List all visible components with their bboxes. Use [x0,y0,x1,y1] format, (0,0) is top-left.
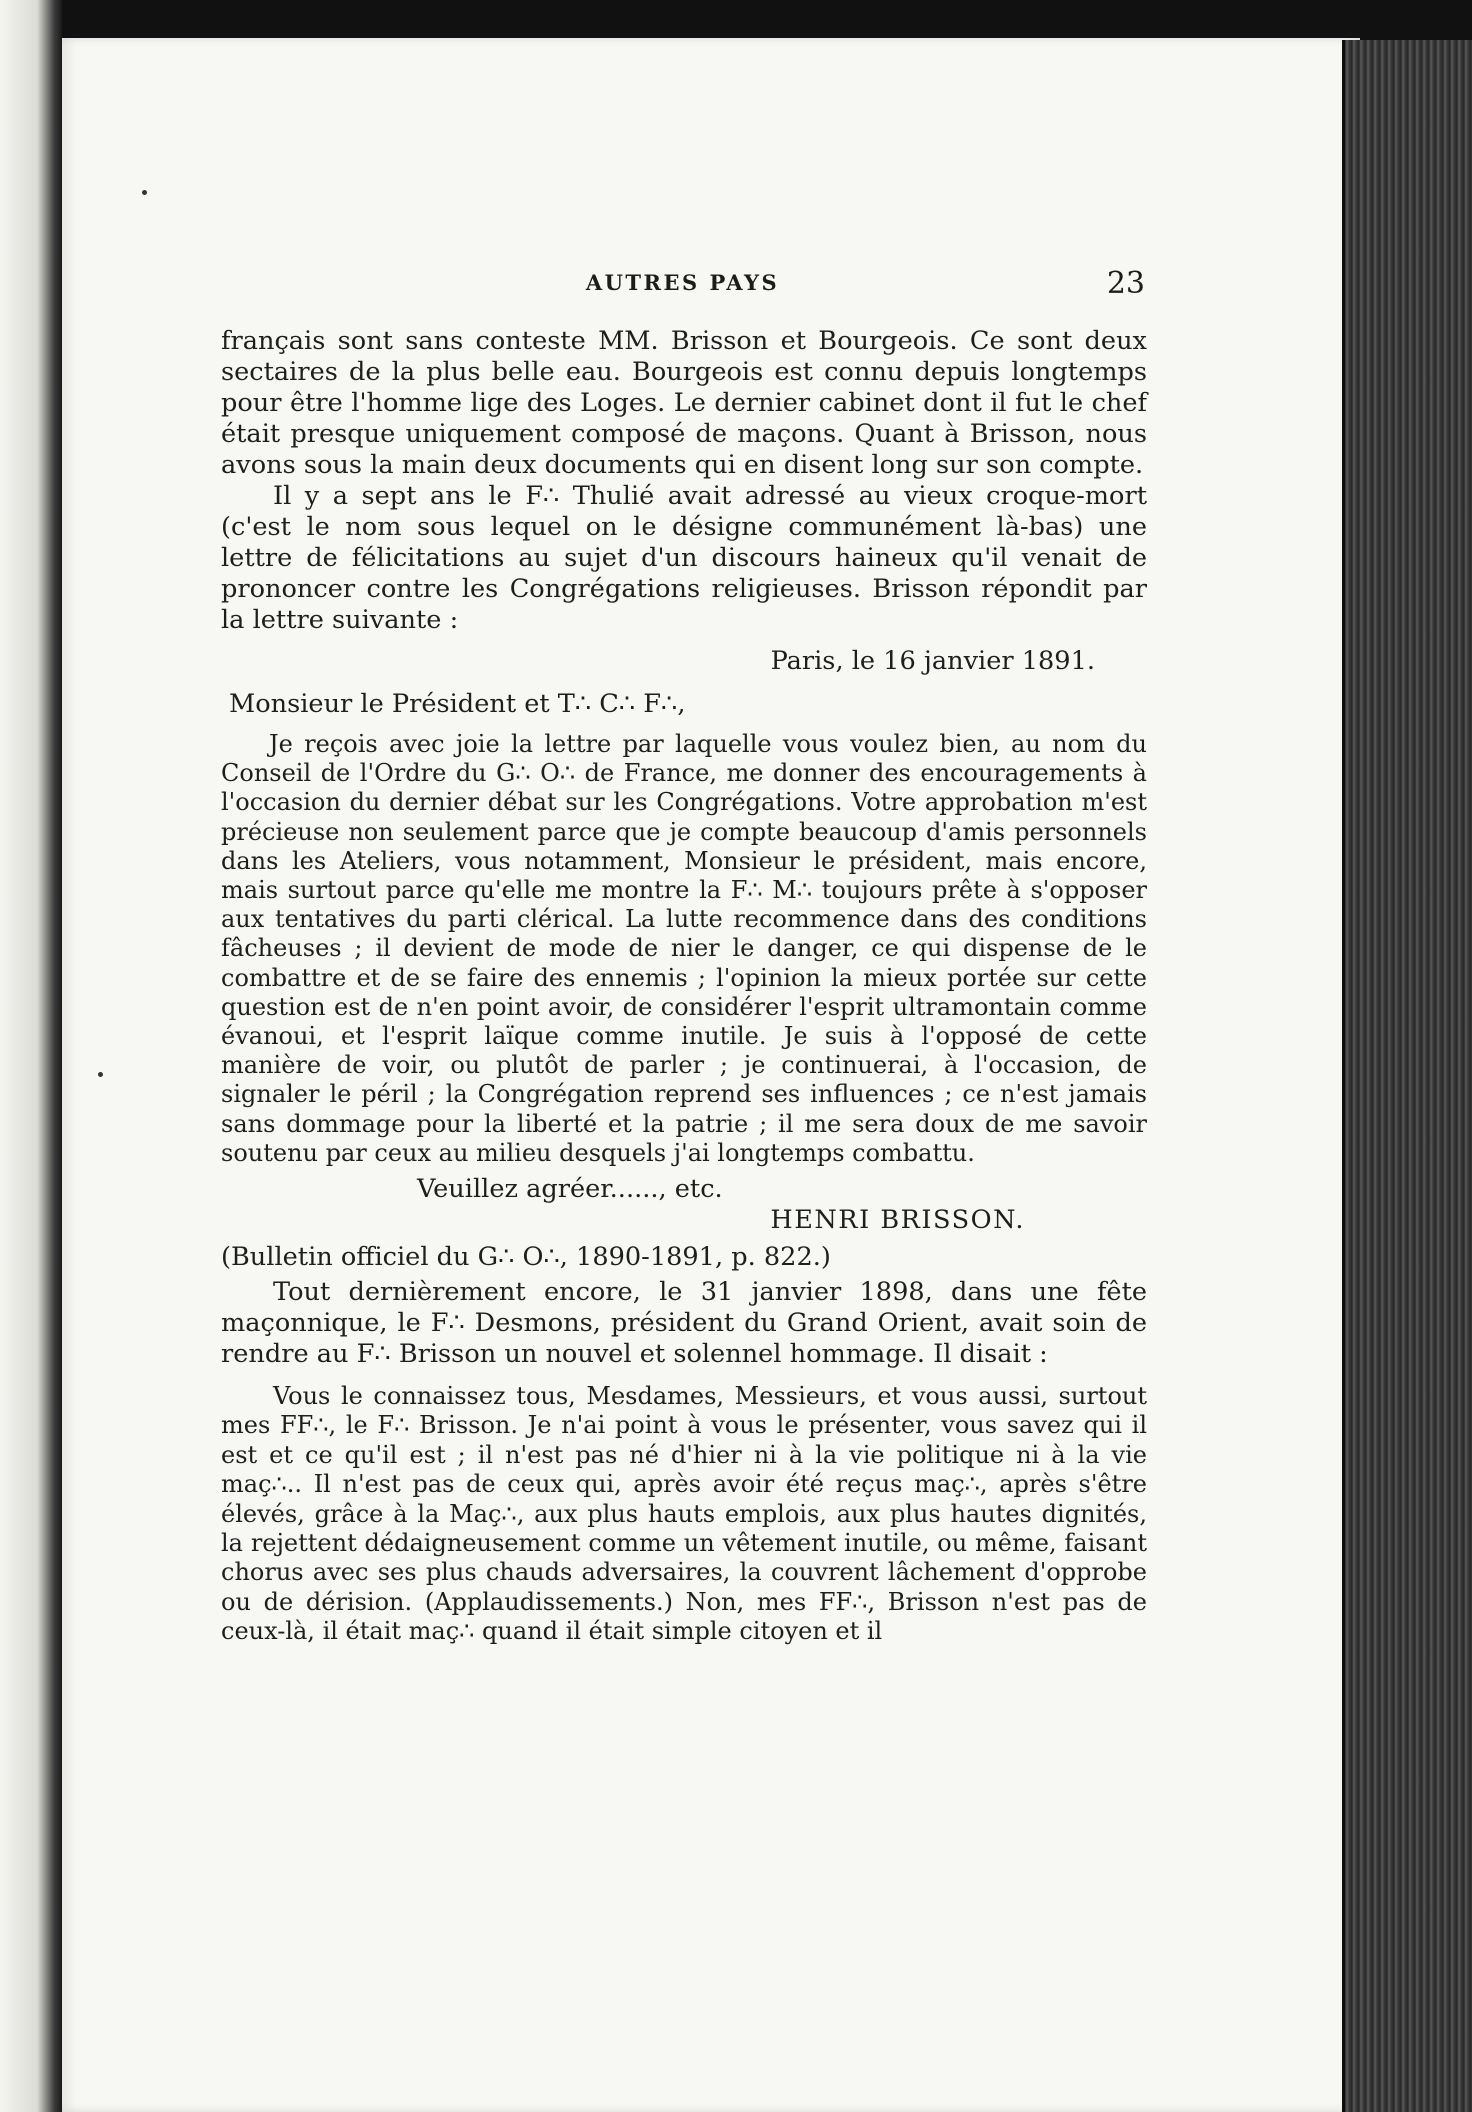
paragraph: Il y a sept ans le F∴ Thulié avait adressé au vieux croque-mort (c'est le nom sous lequel on le désigne communément là-bas) une lettre de félicitations au sujet d'un discours haineux qu'il venait de prononcer contre les Congrégations religieuses. Brisson répondit par la lettre suivante : [221,481,1147,635]
page-text [221,326,1147,1647]
letter-signature: HENRI BRISSON. [770,1205,1025,1236]
speech-quotation: Vous le connaissez tous, Mesdames, Messieurs, et vous aussi, surtout mes FF∴, le F∴ Brisson. Je n'ai point à vous le présenter, vous savez qui il est et ce qu'il est ; il n'est pas né d'hier ni à la vie politique ni à la vie maç∴.. Il n'est pas de ceux qui, après avoir été reçus maç∴, après s'être élevés, grâce à la Maç∴, aux plus hauts emplois, aux plus hautes dignités, la rejettent dédaigneusement comme un vêtement inutile, ou même, faisant chorus avec ses plus chauds adversaires, la couvrent lâchement d'opprobe ou de dérision. (Applaudissements.) Non, mes FF∴, Brisson n'est pas de ceux-là, il était maç∴ quand il était simple citoyen et il [221,1382,1147,1646]
book-left-edge [0,0,62,2112]
paragraph: français sont sans conteste MM. Brisson et Bourgeois. Ce sont deux sectaires de la plus belle eau. Bourgeois est connu depuis longtemps pour être l'homme lige des Loges. Le dernier cabinet dont il fut le chef était presque uniquement composé de maçons. Quant à Brisson, nous avons sous la main deux documents qui en disent long sur son compte. [221,326,1147,480]
speck-mark [98,1072,103,1077]
running-title: AUTRES PAYS [585,270,780,295]
letter-closing: Veuillez agréer......, etc. [417,1174,723,1205]
letter-body: Je reçois avec joie la lettre par laquelle vous voulez bien, au nom du Conseil de l'Ordre du G∴ O∴ de France, me donner des encouragements à l'occasion du dernier débat sur les Congrégations. Votre approbation m'est précieuse non seulement parce que je compte beaucoup d'amis personnels dans les Ateliers, vous notamment, Monsieur le président, mais encore, mais surtout parce qu'elle me montre la F∴ M∴ toujours prête à s'opposer aux tentatives du parti clérical. La lutte recommence dans des conditions fâcheuses ; il devient de mode de nier le danger, ce qui dispense de le combattre et de se faire des ennemis ; l'opinion la mieux portée sur cette question est de n'en point avoir, de considérer l'esprit ultramontain comme évanoui, et l'esprit laïque comme inutile. Je suis à l'opposé de cette manière de voir, ou plutôt de parler ; je continuerai, à l'occasion, de signaler le péril ; la Congrégation reprend ses influences ; ce n'est jamais sans dommage pour la liberté et la patrie ; il me sera doux de me savoir soutenu par ceux au milieu desquels j'ai longtemps combattu. [221,730,1147,1167]
paragraph: Tout dernièrement encore, le 31 janvier 1898, dans une fête maçonnique, le F∴ Desmons, président du Grand Orient, avait soin de rendre au F∴ Brisson un nouvel et solennel hommage. Il disait : [221,1277,1147,1370]
letter-salutation: Monsieur le Président et T∴ C∴ F∴, [229,689,686,719]
citation-source: (Bulletin officiel du G∴ O∴, 1890-1891, p. 822.) [221,1242,831,1273]
page-number: 23 [1106,266,1145,301]
letter-dateline: Paris, le 16 janvier 1891. [770,646,1095,676]
book-page-stack-edge [1342,40,1472,2112]
speck-mark [142,190,147,195]
running-head [220,266,1145,306]
